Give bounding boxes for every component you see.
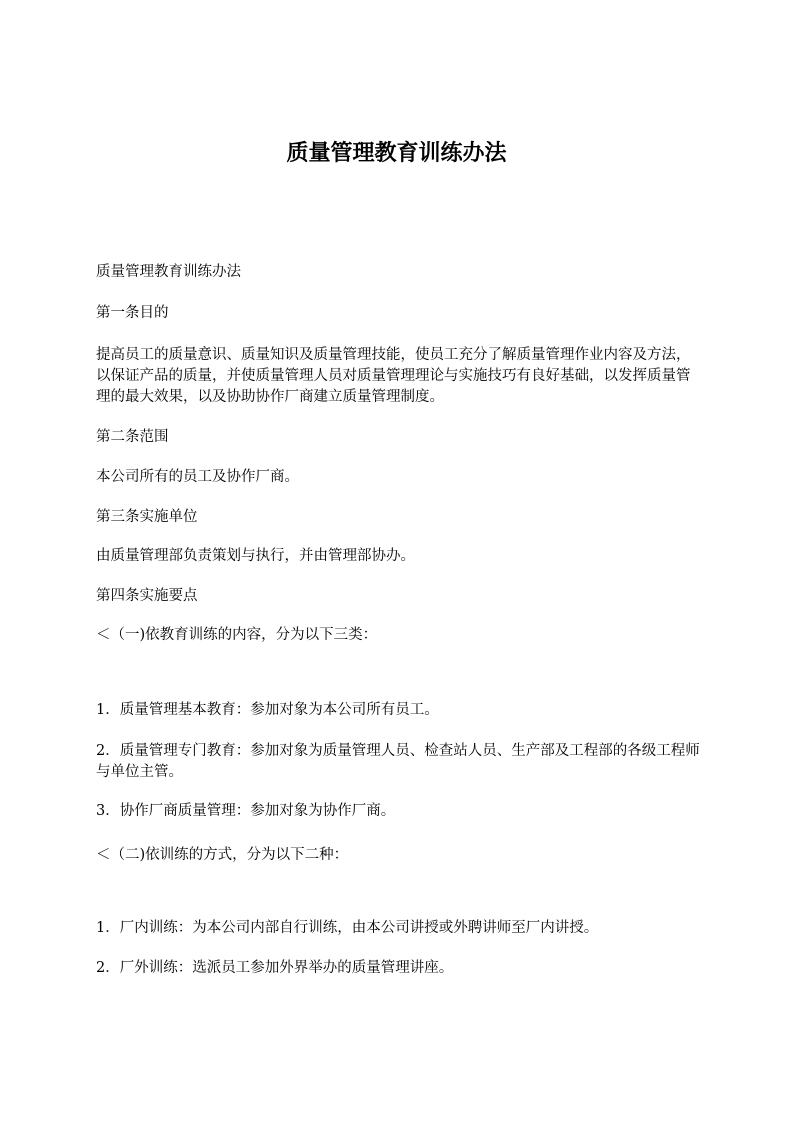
list-item: 1．厂内训练：为本公司内部自行训练，由本公司讲授或外聘讲师至厂内讲授。 — [96, 920, 599, 936]
article-3-body: 由质量管理部负责策划与执行，并由管理部协办。 — [96, 548, 415, 564]
doc-heading: 质量管理教育训练办法 — [96, 264, 241, 280]
list-item: 1．质量管理基本教育：参加对象为本公司所有员工。 — [96, 702, 439, 718]
section-1-heading: ＜（一)依教育训练的内容，分为以下三类： — [96, 627, 378, 643]
article-2-body: 本公司所有的员工及协作厂商。 — [96, 469, 299, 485]
article-3-heading: 第三条实施单位 — [96, 509, 198, 525]
article-2-heading: 第二条范围 — [96, 429, 169, 445]
list-item: 3．协作厂商质量管理：参加对象为协作厂商。 — [96, 803, 396, 819]
article-4-heading: 第四条实施要点 — [96, 588, 198, 604]
article-1-body: 提高员工的质量意识、质量知识及质量管理技能，使员工充分了解质量管理作业内容及方法，以保证产品的质量，并使质量管理人员对质量管理理论与实施技巧有良好基础，以发挥质量管理的最大效果，以及协助协作厂商建立质量管理制度。 — [96, 347, 691, 405]
article-1-heading: 第一条目的 — [96, 305, 169, 321]
document-title: 质量管理教育训练办法 — [286, 140, 507, 166]
list-item: 2．厂外训练：选派员工参加外界举办的质量管理讲座。 — [96, 960, 454, 976]
list-item: 2．质量管理专门教育：参加对象为质量管理人员、检查站人员、生产部及工程部的各级工程师与单位主管。 — [96, 743, 700, 780]
section-2-heading: ＜（二)依训练的方式，分为以下二种： — [96, 847, 349, 863]
